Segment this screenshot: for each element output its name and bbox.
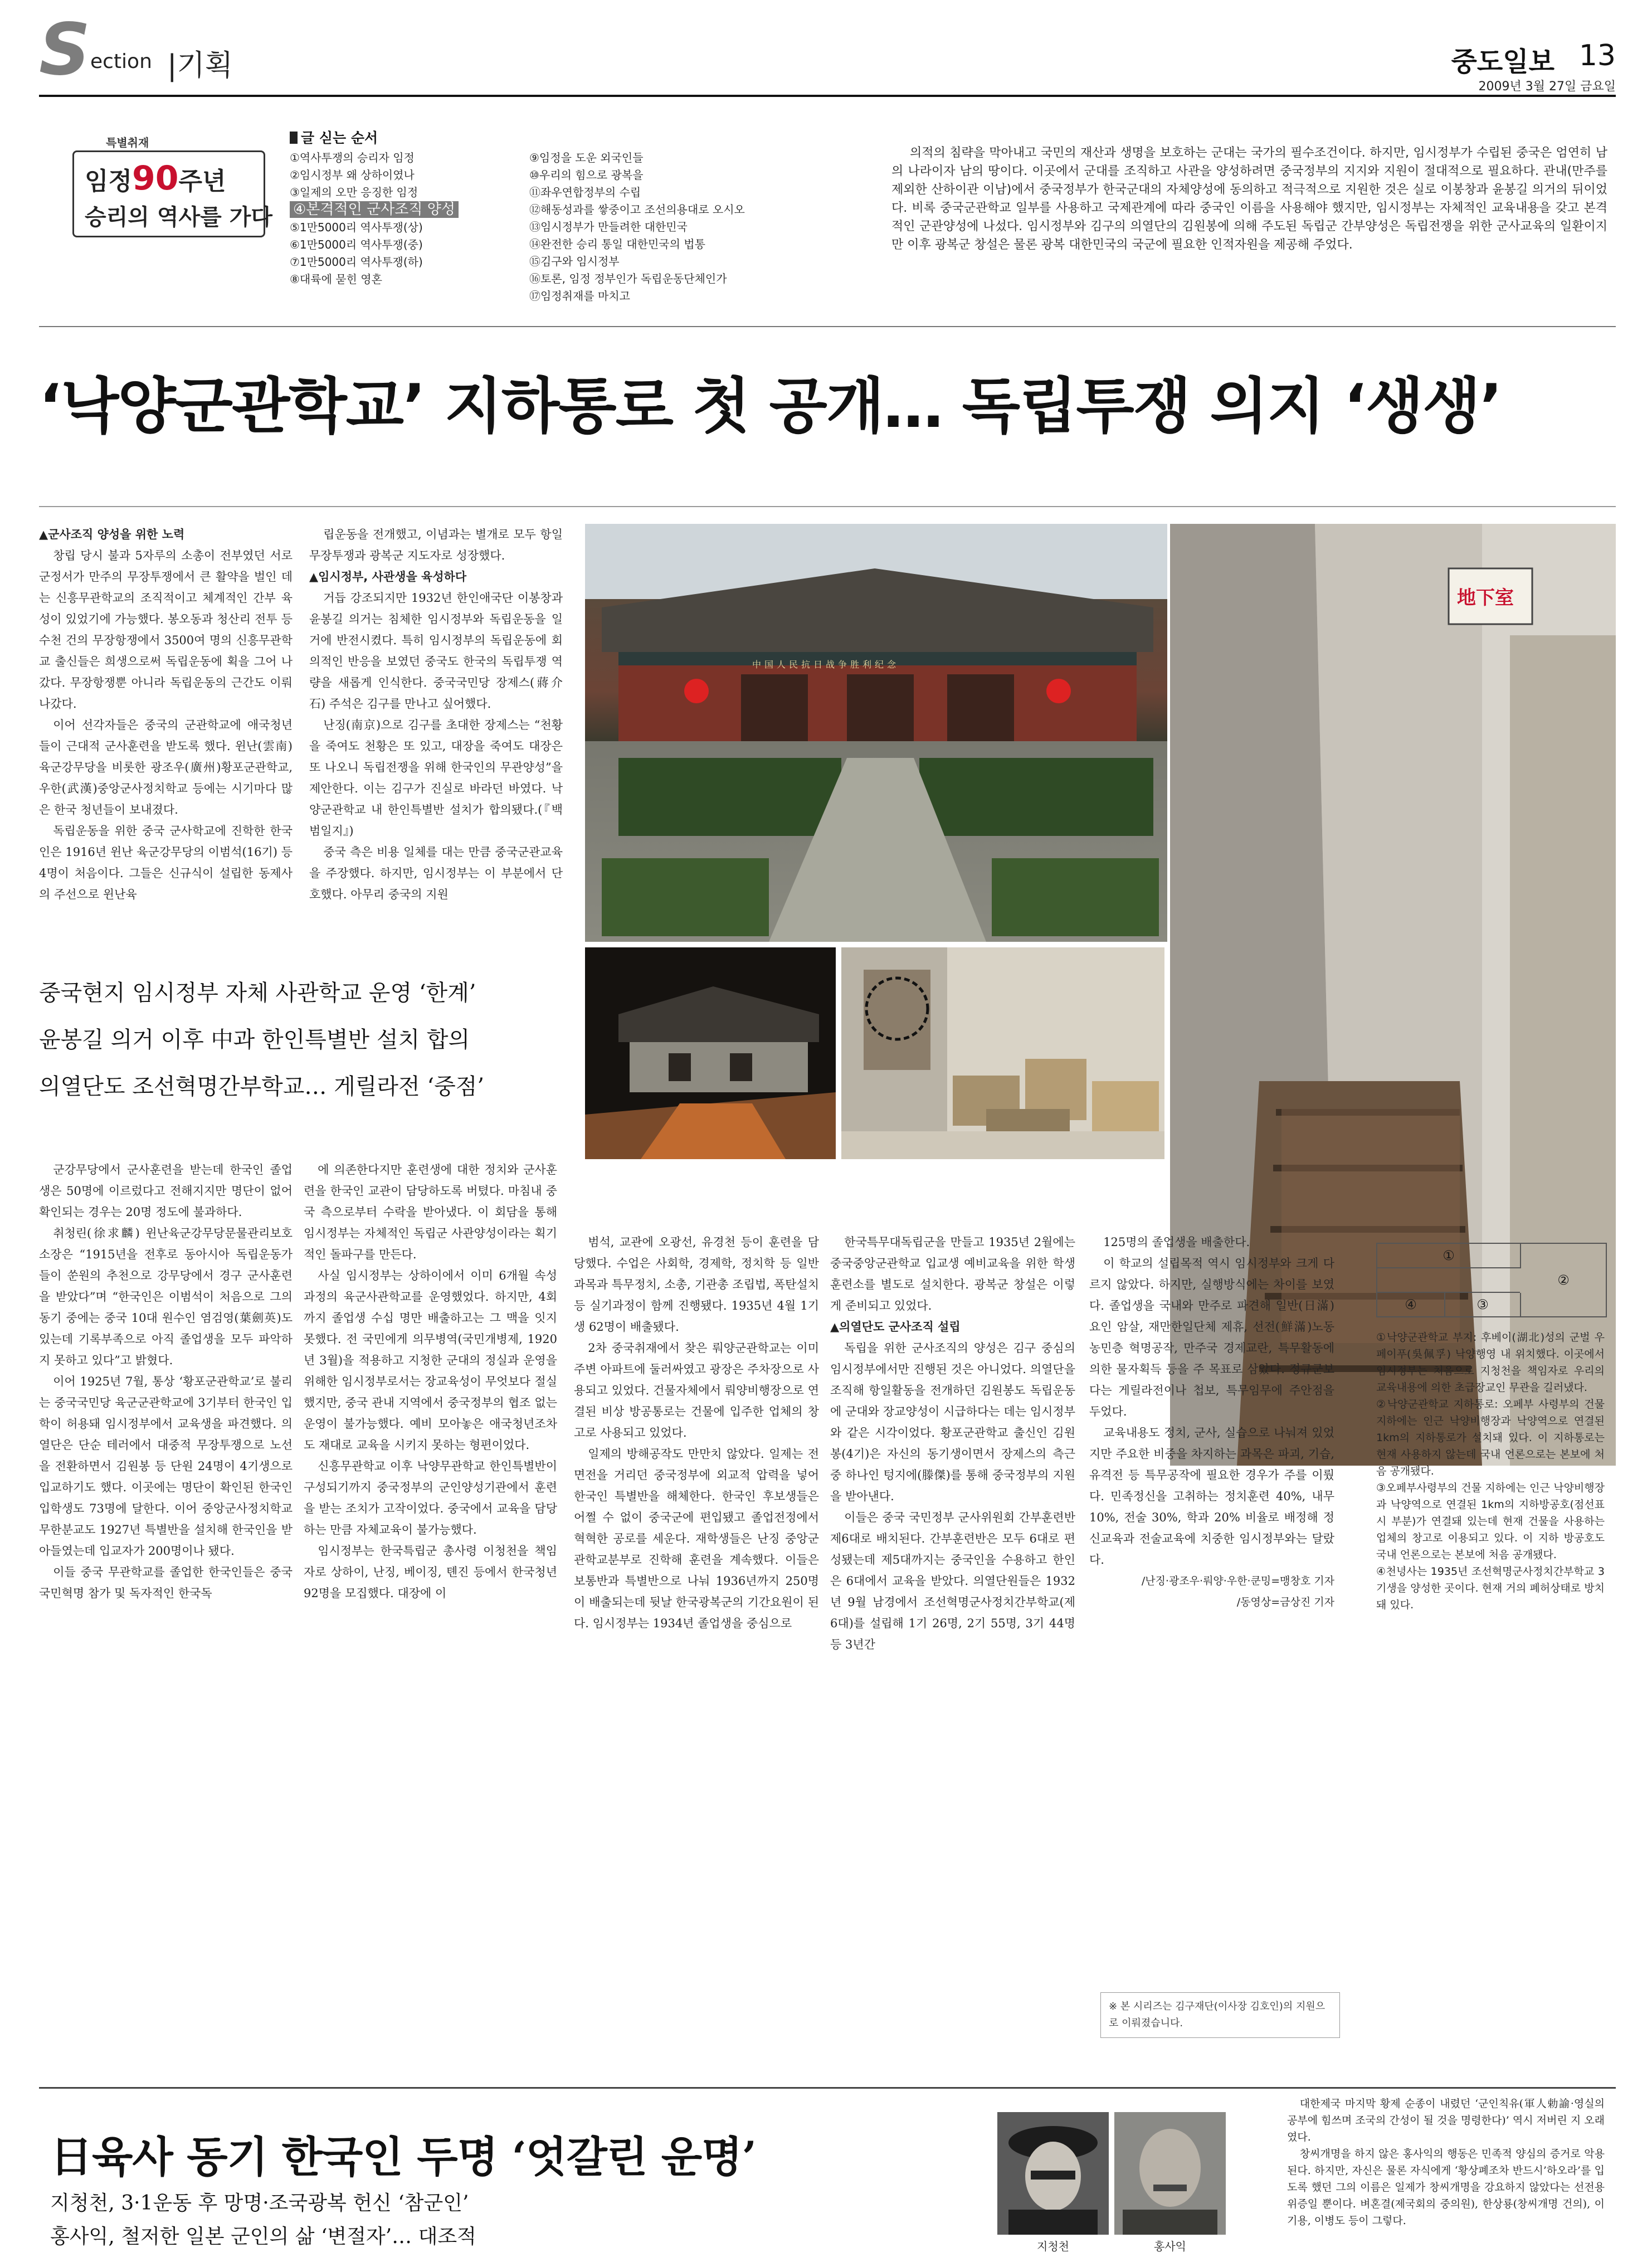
text-block: 한국특무대독립군을 만들고 1935년 2월에는 중국중앙군관학교 입교생 예비교육을 위한 학생훈련소를 별도로 설치한다. 광복군 창설은 이렇게 준비되고 있었다. <box>830 1235 1075 1312</box>
storage-room-illustration <box>841 947 1164 1159</box>
series-title-part-a: 임정 <box>85 167 133 196</box>
toc-item: ⑥1만5000리 역사투쟁(중) <box>290 238 423 251</box>
portrait-ji-cheongcheon <box>997 2112 1109 2235</box>
photo-courtyard <box>585 524 1167 942</box>
article2-top-rule <box>39 2087 1616 2089</box>
toc <box>290 127 763 311</box>
text-block: 이어 1925년 7월, 통상 ‘황포군관학교’로 불리는 중국국민당 육군군관학교에 3기부터 한국인 입학이 허용돼 임시정부에서 교육생을 파견했다. 의열단은 단순 테러에서 대중적 무장투쟁으로 노선을 전환하면서 김원봉 등 단원 24명이 4기생으로 입교하기도 했다. 이곳에는 명단이 확인된 한국인 입학생도 73명에 달한다. 이어 중앙군사정치학교 무한분교도 1927년 특별반을 설치해 한국인을 받아들였는데 입교자가 200명이나 됐다. <box>39 1375 293 1558</box>
text-block: 이들 중국 무관학교를 졸업한 한국인들은 중국국민혁명 참가 및 독자적인 한국독 <box>39 1565 293 1600</box>
toc-item: ⑰임정취재를 마치고 <box>529 289 630 303</box>
section-header <box>39 8 1616 95</box>
article1-col2 <box>309 524 563 905</box>
toc-item: ⑦1만5000리 역사투쟁(하) <box>290 255 423 269</box>
text-block: 군강무당에서 군사훈련을 받는데 한국인 졸업생은 50명에 이르렀다고 전해지지만 명단이 없어 확인되는 경우는 20명 정도에 불과하다. <box>39 1163 293 1219</box>
article1-col3 <box>39 1159 293 1604</box>
diagram-cell-3: ③ <box>1445 1293 1521 1316</box>
series-title-part-b: 주년 <box>178 167 226 196</box>
text-block: 중국 측은 비용 일체를 대는 만큼 중국군관교육을 주장했다. 하지만, 임시정부는 이 부분에서 단호했다. 아무리 중국의 지원 <box>309 845 563 901</box>
diagram-divider <box>1377 1292 1520 1293</box>
text-block: 일제의 방해공작도 만만치 않았다. 일제는 전면전을 거리던 중국정부에 외교적 압력을 넣어 한국인 특별반을 해체한다. 한국인 후보생들은 어쩔 수 없이 중국군에 편입됐고 졸업전정에서 혁혁한 공로를 세운다. 재학생들은 난징 중앙군관학교분부로 진학해 훈련을 계속했다. 이들은 보통반과 특별반으로 나눠 1936년까지 250명이 배출되는데 뒷날 한국광복군의 기간요원이 된다. 임시정부는 1934년 졸업생을 중심으로 <box>574 1447 819 1630</box>
text-block: 사실 임시정부는 상하이에서 이미 6개월 속성과정의 육군사관학교를 운영했었다. 하지만, 4회까지 졸업생 수십 명만 배출하고는 그 맥을 잇지 못했다. 전 국민에게 의무병역(국민개병제, 1920년 3월)을 적용하고 지청한 군대의 정실과 운영을 위해한 임시정부로서는 장교육성이 무엇보다 절실했지만, 중국 관내 지역에서 중국정부의 협조 없는 운영이 불가능했다. 예비 모아놓은 애국청년조차도 재대로 교육을 시키지 못하는 형편이었다. <box>304 1269 557 1452</box>
series-tag: 특별취재 <box>106 136 149 149</box>
toc-col2 <box>529 149 763 305</box>
toc-item: ⑯토론, 임정 정부인가 독립운동단체인가 <box>529 272 727 285</box>
paper-name: 중도일보 <box>1451 46 1554 77</box>
text-block: ▲임시정부, 사관생을 육성하다 <box>309 570 467 583</box>
article2-subhead-1: 지청천, 3·1운동 후 망명·조국광복 헌신 ‘참군인’ <box>50 2192 469 2215</box>
text-block: 립운동을 전개했고, 이념과는 별개로 모두 항일무장투쟁과 광복군 지도자로 성장했다. <box>309 528 563 562</box>
text-block: 창립 당시 불과 5자루의 소총이 전부였던 서로군정서가 만주의 무장투쟁에서 큰 활약을 벌인 데는 신흥무관학교의 조직적이고 체계적인 간부 육성이 있었기에 가능했다. 봉오동과 청산리 전투 등 수천 건의 무장항쟁에서 3500여 명의 신흥무관학교 출신들은 희생으로써 독립운동에 획을 그어 나갔다. 무장항쟁뿐 아니라 독립운동의 근간도 이뤄나갔다. <box>39 549 293 711</box>
basement-sign: 地下室 <box>1457 587 1514 609</box>
portrait-hong-saik <box>1114 2112 1226 2235</box>
series-title-line2: 승리의 역사를 가다 <box>85 205 272 230</box>
photo-banner-text: 中国人民抗日战争胜利纪念 <box>752 659 900 670</box>
photo-storage-room <box>841 947 1164 1159</box>
text-block: 독립운동을 위한 중국 군사학교에 진학한 한국인은 1916년 윈난 육군강무당의 이범석(16기) 등 4명이 처음이다. 그들은 신규식이 설립한 동제사의 주선으로 윈난육 <box>39 824 293 901</box>
text-block: 에 의존한다지만 훈련생에 대한 정치와 군사훈련을 한국인 교관이 담당하도록 버텼다. 마침내 중국 측으로부터 수락을 받아냈다. 이 회담을 통해 임시정부는 자체적인 독립군 사관양성이라는 획기적인 돌파구를 만든다. <box>304 1163 557 1261</box>
subheads <box>39 970 574 1110</box>
article1-col7 <box>1089 1232 1334 1613</box>
text-block: 이어 선각자들은 중국의 군관학교에 애국청년들이 근대적 군사훈련을 받도록 했다. 윈난(雲南)육군강무당을 비롯한 광조우(廣州)황포군관학교, 우한(武漢)중앙군사정치학교 등에는 시기마다 많은 한국 청년들이 보내졌다. <box>39 718 293 816</box>
toc-item: ⑪좌우연합정부의 수립 <box>529 186 641 199</box>
photo-night-building <box>585 947 836 1159</box>
subhead: 중국현지 임시정부 자체 사관학교 운영 ‘한계’ <box>39 980 476 1006</box>
toc-heading <box>290 127 378 147</box>
diagram-cell-4: ④ <box>1377 1293 1445 1316</box>
issue-date: 2009년 3월 27일 금요일 <box>1478 80 1616 94</box>
text-block: 이들은 중국 국민정부 군사위원회 간부훈련반 제6대로 배치된다. 간부훈련반은 모두 6대로 편성됐는데 제5대까지는 중국인을 수용하고 한인은 6대에서 교육을 받았다. 의열단원들은 1932년 9월 남경에서 조선혁명군사정치간부학교(제6대)를 설립해 1기 26명, 2기 55명, 3기 44명 등 3년간 <box>830 1511 1075 1651</box>
header-rule <box>39 95 1616 97</box>
text-block: 난징(南京)으로 김구를 초대한 장제스는 “천황을 죽여도 천황은 또 있고, 대장을 죽여도 대장은 또 나오니 독립전쟁을 위해 한국인의 무관양성”을 제안한다. 이는 김구가 진실로 바라던 바였다. 낙양군관학교 내 한인특별반 설치가 합의됐다.(『백범일지』) <box>309 718 563 838</box>
section-name: |기획 <box>167 49 233 82</box>
sponsor-note: ※ 본 시리즈는 김구재단(이사장 김호인)의 지원으로 이뤄졌습니다. <box>1100 1992 1340 2038</box>
portrait-label-2: 홍사익 <box>1154 2240 1186 2253</box>
text-block: 이 학교의 설립목적 역시 임시정부와 크게 다르지 않았다. 하지만, 실행방식에는 차이를 보였다. 졸업생을 국내와 만주로 파견해 일반(日滿)요인 암살, 재만한일단체 제휴, 선전(鮮滿)노동농민층 혁명공작, 만주국 경제교란, 특무활동에 의한 물자획득 등을 주 목표로 삼았다. 정규군보다는 게릴라전이나 첩보, 특무임무에 주안점을 두었다. <box>1089 1257 1334 1418</box>
toc-item: ⑩우리의 힘으로 광복을 <box>529 168 644 182</box>
toc-col1 <box>290 149 524 288</box>
toc-item: ⑫해동성과를 쌓중이고 조선의용대로 오시오 <box>529 203 745 216</box>
toc-item: ⑧대륙에 묻힌 영혼 <box>290 273 382 286</box>
article2-headline: 日육사 동기 한국인 두명 ‘엇갈린 운명’ <box>50 2132 757 2182</box>
text-block: 거듭 강조되지만 1932년 한인애국단 이봉창과 윤봉길 의거는 침체한 임시정부와 독립운동을 일거에 반전시켰다. 특히 임시정부의 독립운동에 회의적인 반응을 보였던 중국도 한국의 독립투쟁 역량을 새롭게 인식한다. 중국국민당 장제스(蔣介石) 주석은 김구를 만나고 싶어했다. <box>309 591 563 711</box>
article1-col1 <box>39 524 293 905</box>
subhead: 윤봉길 의거 이후 中과 한인특별반 설치 합의 <box>39 1027 470 1053</box>
section-word: ection <box>90 50 152 73</box>
headline-rule <box>39 506 1616 507</box>
night-building-illustration <box>585 947 836 1159</box>
text-block: 범석, 교관에 오광선, 유경천 등이 훈련을 담당했다. 수업은 사회학, 경제학, 정치학 등 일반과목과 특무정치, 소총, 기관총 조립법, 폭탄설치 등 실기과정이 함께 진행됐다. 1935년 4월 1기생 62명이 배출됐다. <box>574 1235 819 1334</box>
article1-byline: /난징·광조우·뤄양·우한·쿤밍=맹창호 기자 /동영상=금상진 기자 <box>1141 1575 1334 1608</box>
toc-item-current: ④본격적인 군사조직 양성 <box>290 201 524 219</box>
diagram-cell-2: ② <box>1557 1272 1570 1288</box>
toc-item: ①역사투쟁의 승리자 임정 <box>290 151 415 164</box>
portrait-label-1: 지청천 <box>1037 2240 1069 2253</box>
subhead: 의열단도 조선혁명간부학교… 게릴라전 ‘중점’ <box>39 1074 485 1100</box>
article2-col5 <box>1287 2095 1605 2262</box>
toc-item: ⑭완전한 승리 통일 대한민국의 법통 <box>529 237 705 251</box>
diagram-cell-1: ① <box>1377 1244 1521 1268</box>
caption: ③오페부사령부의 건물 지하에는 인근 낙양비행장과 낙양역으로 연결된 1km의 지하방공호(점선표시 부분)가 연결돼 있는데 현재 건물을 사용하는 업체의 창고로 이용되고 있다. 이 지하 방공호도 국내 언론으로는 본보에 처음 공개됐다. <box>1376 1482 1605 1561</box>
photo-captions <box>1376 1329 1605 1613</box>
toc-item: ⑮김구와 임시정부 <box>529 255 620 268</box>
toc-item: ⑬임시정부가 만들려한 대한민국 <box>529 220 688 234</box>
text-block: 창씨개명을 하지 않은 홍사익의 행동은 민족적 양심의 증거로 악용된다. 하지만, 자신은 물론 자식에게 ‘황상폐조차 반드시’하오라’를 입도록 했던 그의 이름은 일제가 창씨개명을 강요하지 않았다는 선전용 위증일 뿐이다. 벼혼결(제국회의 중의원), 한상룡(창씨개명 건의), 이기용, 이병도 등이 그렇다. <box>1287 2148 1605 2227</box>
article1-col4 <box>304 1159 557 1604</box>
article1-col5 <box>574 1232 819 1634</box>
portrait-illustration <box>997 2112 1109 2235</box>
text-block: ▲군사조직 양성을 위한 노력 <box>39 528 185 541</box>
intro-paragraph: 의적의 침략을 막아내고 국민의 재산과 생명을 보호하는 군대는 국가의 필수조건이다. 하지만, 임시정부가 수립된 중국은 엄연히 남의 나라이자 남의 땅이다. 이곳에서 군대를 조직하고 사관을 양성하려면 중국정부의 지지와 지원이 절대적으로 필요하다. 관내(만주를 제외한 산하이관 이남)에서 중국정부가 한국군대의 자체양성에 동의하고 적극적으로 지원한 것은 실로 이봉창과 윤봉길 의거의 뒤이었다. 비록 중국군관학교 일부를 사용하고 국제관계에 따라 중국인 이름을 사용해야 했지만, 임시정부는 자체적인 교육내용을 갖고 본격적인 군관양성에 나섰다. 임시정부와 김구의 의열단의 김원봉에 의해 주도된 독립군 간부양성은 독립전쟁을 위한 군사교육의 일환이지만 이후 광복군 창설은 물론 광복 대한민국의 국군에 필요한 인적자원을 제공해 주었다. <box>891 146 1607 252</box>
toc-item: ③일제의 오만 응징한 임정 <box>290 186 418 199</box>
intro-rule <box>39 326 1616 327</box>
caption: ①낙양군관학교 부지: 후베이(湖北)성의 군벌 우페이푸(吳佩孚) 낙양행영 내 위치했다. 이곳에서 임시정부는 처음으로 지청천을 책임자로 우리의 교육내용에 의한 초급장교인 무관을 길러냈다. <box>1376 1331 1605 1394</box>
courtyard-illustration <box>585 524 1167 942</box>
toc-item: ⑤1만5000리 역사투쟁(상) <box>290 221 423 234</box>
text-block: 125명의 졸업생을 배출한다. <box>1103 1235 1250 1249</box>
series-logo <box>72 134 272 240</box>
text-block: 임시정부는 한국특립군 총사령 이청천을 책임자로 상하이, 난징, 베이징, 톈진 등에서 한국청년 92명을 모집했다. 대장에 이 <box>304 1544 557 1600</box>
article2-subhead-2: 홍사익, 철저한 일본 군인의 삶 ‘변절자’… 대조적 <box>50 2225 476 2248</box>
page-number: 13 <box>1578 39 1616 72</box>
section-letter: S <box>39 8 91 91</box>
toc-heading-text: 글 싣는 순서 <box>301 130 378 146</box>
toc-item: ②임시정부 왜 상하이였나 <box>290 168 415 182</box>
main-headline: ‘낙양군관학교’ 지하통로 첫 공개… 독립투쟁 의지 ‘생생’ <box>39 372 1502 441</box>
text-block: 대한제국 마지막 황제 순종이 내렸던 ‘군인칙유(軍人勅諭·영실의 공부에 힘쓰며 조국의 간성이 될 것을 명령한다)’ 역시 저버린 지 오래였다. <box>1287 2098 1605 2143</box>
text-block: 신흥무관학교 이후 낙양무관학교 한인특별반이 구성되기까지 중국정부의 군인양성기관에서 훈련을 받는 조치가 고작이었다. 중국에서 교육을 담당하는 만큼 자체교육이 불가능했다. <box>304 1460 557 1536</box>
caption: ④천녕사는 1935년 조선혁명군사정치간부학교 3기생을 양성한 곳이다. 현재 거의 폐허상태로 방치돼 있다. <box>1376 1565 1605 1611</box>
toc-item: ⑨임정을 도운 외국인들 <box>529 151 644 164</box>
article1-col6 <box>830 1232 1075 1655</box>
text-block: 2차 중국취재에서 찾은 뤄양군관학교는 이미 주변 아파트에 둘러싸였고 광장은 주차장으로 사용되고 있었다. 건물자체에서 뤄양비행장으로 연결된 비상 방공통로는 건물에 입주한 업체의 창고로 사용되고 있었다. <box>574 1341 819 1439</box>
caption: ②낙양군관학교 지하통로: 오페부 사령부의 건물 지하에는 인근 낙양비행장과 낙양역으로 연결된 1km의 지하통로가 설치돼 있다. 이 지하통로는 현재 사용하지 않는데 국내 언론으로는 본보에 처음 공개됐다. <box>1376 1398 1605 1477</box>
text-block: 취청린(徐求麟) 윈난육군강무당문물관리보호소장은 “1915년을 전후로 동아시아 독립운동가들이 쑨원의 추천으로 강무당에서 경구 군사훈련을 받았다”며 “한국인은 이범석이 처음으로 그의 동기 중에는 중국 10대 원수인 염검영(葉劍英)도 있는데 기록부족으로 아직 졸업생을 모두 파악하지 못하고 있다”고 밝혔다. <box>39 1227 293 1367</box>
photo-layout-diagram <box>1376 1243 1607 1317</box>
text-block: 교육내용도 정치, 군사, 실습으로 나눠져 있었지만 주요한 비중을 차지하는 과목은 파괴, 기습, 유격전 등 특무공작에 필요한 경우가 주를 이뤘다. 민족정신을 고취하는 정치훈련 40%, 내무 10%, 전술 30%, 학과 20% 비율로 배정해 정신교육과 전술교육에 치중한 임시정부와는 달랐다. <box>1089 1426 1334 1567</box>
series-title-line1 <box>85 159 226 198</box>
portrait-illustration <box>1114 2112 1226 2235</box>
text-block: 독립을 위한 군사조직의 양성은 김구 중심의 임시정부에서만 진행된 것은 아니었다. 의열단을 조직해 항일활동을 전개하던 김원봉도 독립운동에 군대와 장교양성이 시급하다는 데는 임시정부와 같은 시각이었다. 황포군관학교 출신인 김원봉(4기)은 자신의 동기생이면서 장제스의 측근 중 하나인 텅지에(滕傑)를 통해 중국정부의 지원을 받아낸다. <box>830 1341 1075 1503</box>
series-title-num: 90 <box>132 159 179 198</box>
text-block: ▲의열단도 군사조직 설립 <box>830 1320 961 1334</box>
